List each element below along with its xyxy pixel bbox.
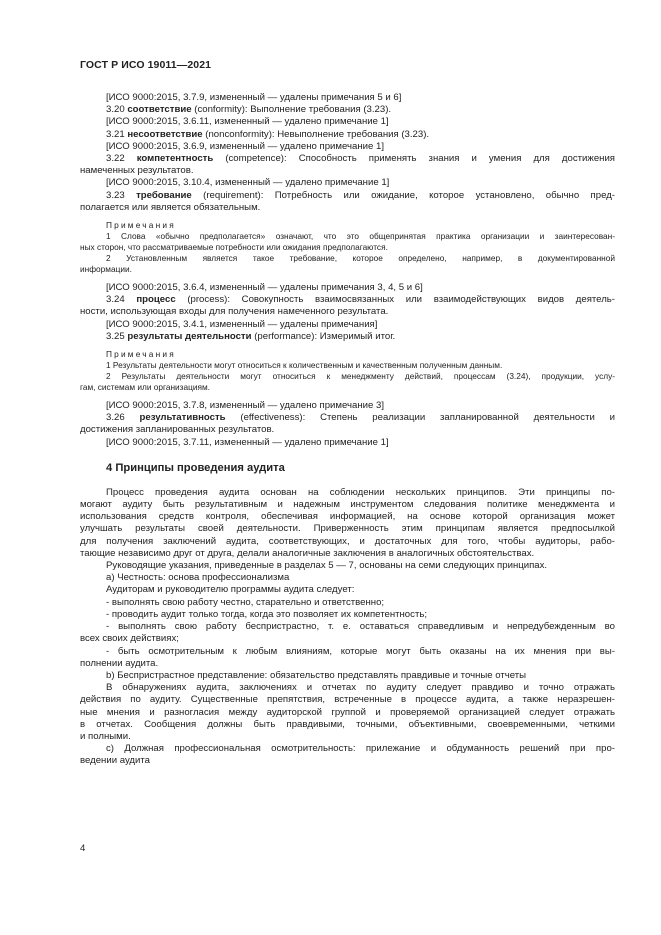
- term-name: несоответствие: [127, 128, 203, 140]
- text-line: могают аудиту быть результативным и надежным инструментом следования политике менеджмента и: [80, 499, 615, 511]
- text-line: [ИСО 9000:2015, 3.4.1, измененный — удалены примечания]: [106, 318, 378, 330]
- text-line: намеченных результатов.: [80, 165, 194, 177]
- term-number: 3.26: [106, 412, 140, 424]
- term-name: процесс: [136, 294, 176, 306]
- term-number: 3.20: [106, 104, 128, 116]
- page-content: [80, 92, 615, 768]
- text-line: тающие независимо друг от друга, делали аналогичные заключения в аналогичных обстоятельствах.: [80, 547, 535, 559]
- term-number: 3.25: [106, 330, 128, 342]
- term-text: (competence): Способность применять знания и умения для достижения: [213, 153, 616, 165]
- text-line: - проводить аудит только тогда, когда это позволяет их компетентность;: [106, 608, 427, 620]
- term-definition: [80, 190, 615, 202]
- text-line: а) Честность: основа профессионализма: [106, 572, 290, 584]
- text-line: Процесс проведения аудита основан на соблюдении нескольких принципов. Эти принципы по-: [106, 486, 615, 498]
- text-line: использования средств контроля, обеспечивая информацией, на основе которой организация может: [80, 511, 615, 523]
- note-line: гам, системам или организациям.: [80, 382, 210, 393]
- text-line: Руководящие указания, приведенные в разделах 5 — 7, основаны на семи следующих принципах.: [106, 560, 548, 572]
- note-line: 1 Слова «обычно предполагается» означают, что это общепринятая практика организации и заинтересован-: [106, 231, 615, 242]
- note-line: 1 Результаты деятельности могут относиться к количественным и качественным полученным данным.: [106, 360, 503, 371]
- term-definition: [80, 104, 615, 116]
- term-text: (conformity): Выполнение требования (3.23).: [191, 104, 392, 116]
- text-line: - выполнять свою работу беспристрастно, т. е. оставаться справедливым и непредубежденным во: [106, 621, 615, 633]
- term-definition: [80, 129, 615, 141]
- text-line: с) Должная профессиональная осмотрительность: прилежание и обдуманность решений при про-: [106, 743, 615, 755]
- notes-heading: Примечания: [106, 220, 176, 231]
- term-text: (process): Совокупность взаимосвязанных или взаимодействующих видов деятель-: [175, 294, 615, 306]
- term-name: соответствие: [127, 104, 192, 116]
- text-line: в отчетах. Сообщения должны быть правдивыми, точными, объективными, своевременными, четкими: [80, 718, 615, 730]
- text-line: Аудиторам и руководителю программы аудита следует:: [106, 584, 355, 596]
- text-line: достижения запланированных результатов.: [80, 424, 275, 436]
- note-line: 2 Установленным является такое требование, которое определено, например, в документированной: [106, 253, 615, 264]
- text-line: [ИСО 9000:2015, 3.6.4, измененный — удалены примечания 3, 4, 5 и 6]: [106, 282, 423, 294]
- term-number: 3.23: [106, 189, 137, 201]
- text-line: всех своих действиях;: [80, 633, 179, 645]
- term-name: результаты деятельности: [127, 330, 252, 342]
- term-definition: [80, 153, 615, 165]
- text-line: ведении аудита: [80, 755, 151, 767]
- term-name: результативность: [139, 412, 226, 424]
- text-line: [ИСО 9000:2015, 3.7.9, измененный — удалены примечания 5 и 6]: [106, 92, 402, 103]
- term-name: компетентность: [136, 153, 214, 165]
- term-number: 3.24: [106, 294, 137, 306]
- term-number: 3.21: [106, 128, 128, 140]
- note-line: ных сторон, что рассматриваемые потребности или ожидания предполагаются.: [80, 242, 388, 253]
- section-heading: 4 Принципы проведения аудита: [106, 461, 285, 474]
- text-line: действия по аудиту. Существенные препятствия, встреченные в процессе аудита, а также неразрешен-: [80, 694, 615, 706]
- term-definition: [80, 294, 615, 306]
- text-line: [ИСО 9000:2015, 3.6.9, измененный — удалено примечание 1]: [106, 140, 384, 152]
- notes-heading: Примечания: [106, 349, 176, 360]
- text-line: улучшать результаты своей деятельности. Приверженность этим принципам является предпосылкой: [80, 523, 615, 535]
- text-line: [ИСО 9000:2015, 3.7.8, измененный — удалено примечание 3]: [106, 400, 384, 412]
- term-text: (nonconformity): Невыполнение требования (3.23).: [202, 128, 430, 140]
- text-line: В обнаружениях аудита, заключениях и отчетах по аудиту следует правдиво и точно отражать: [106, 682, 615, 694]
- text-line: для получения заключений аудита, соответствующих, и достаточных для того, чтобы аудиторы, рабо-: [80, 535, 615, 547]
- text-line: - выполнять свою работу честно, старательно и ответственно;: [106, 596, 385, 608]
- text-line: ные мнения и разногласия между аудиторской группой и проверяемой организацией следует отражать: [80, 706, 615, 718]
- term-text: (performance): Измеримый итог.: [251, 330, 396, 342]
- text-line: полнении аудита.: [80, 657, 159, 669]
- text-line: [ИСО 9000:2015, 3.7.11, измененный — удалено примечание 1]: [106, 436, 389, 448]
- note-line: 2 Результаты деятельности могут относиться к менеджменту действий, процессам (3.24), продукции, услу-: [106, 371, 615, 382]
- text-line: b) Беспристрастное представление: обязательство представлять правдивые и точные отчеты: [106, 669, 527, 681]
- text-line: и полными.: [80, 730, 131, 742]
- page-header: ГОСТ Р ИСО 19011—2021: [80, 59, 212, 71]
- term-number: 3.22: [106, 153, 137, 165]
- term-name: требование: [136, 189, 192, 201]
- page-number: 4: [80, 843, 86, 854]
- term-definition: [80, 331, 615, 343]
- text-line: ности, использующая входы для получения намеченного результата.: [80, 306, 389, 318]
- term-text: (requirement): Потребность или ожидание, которое установлено, обычно пред-: [191, 189, 615, 201]
- term-text: (effectiveness): Степень реализации запланированной деятельности и: [225, 412, 615, 424]
- text-line: полагается или является обязательным.: [80, 201, 261, 213]
- text-line: [ИСО 9000:2015, 3.10.4, измененный — удалено примечание 1]: [106, 177, 390, 189]
- note-line: информации.: [80, 264, 132, 275]
- text-line: [ИСО 9000:2015, 3.6.11, измененный — удалено примечание 1]: [106, 116, 389, 128]
- text-line: - быть осмотрительным к любым влияниям, которые могут быть оказаны на их мнения при вы-: [106, 645, 615, 657]
- term-definition: [80, 412, 615, 424]
